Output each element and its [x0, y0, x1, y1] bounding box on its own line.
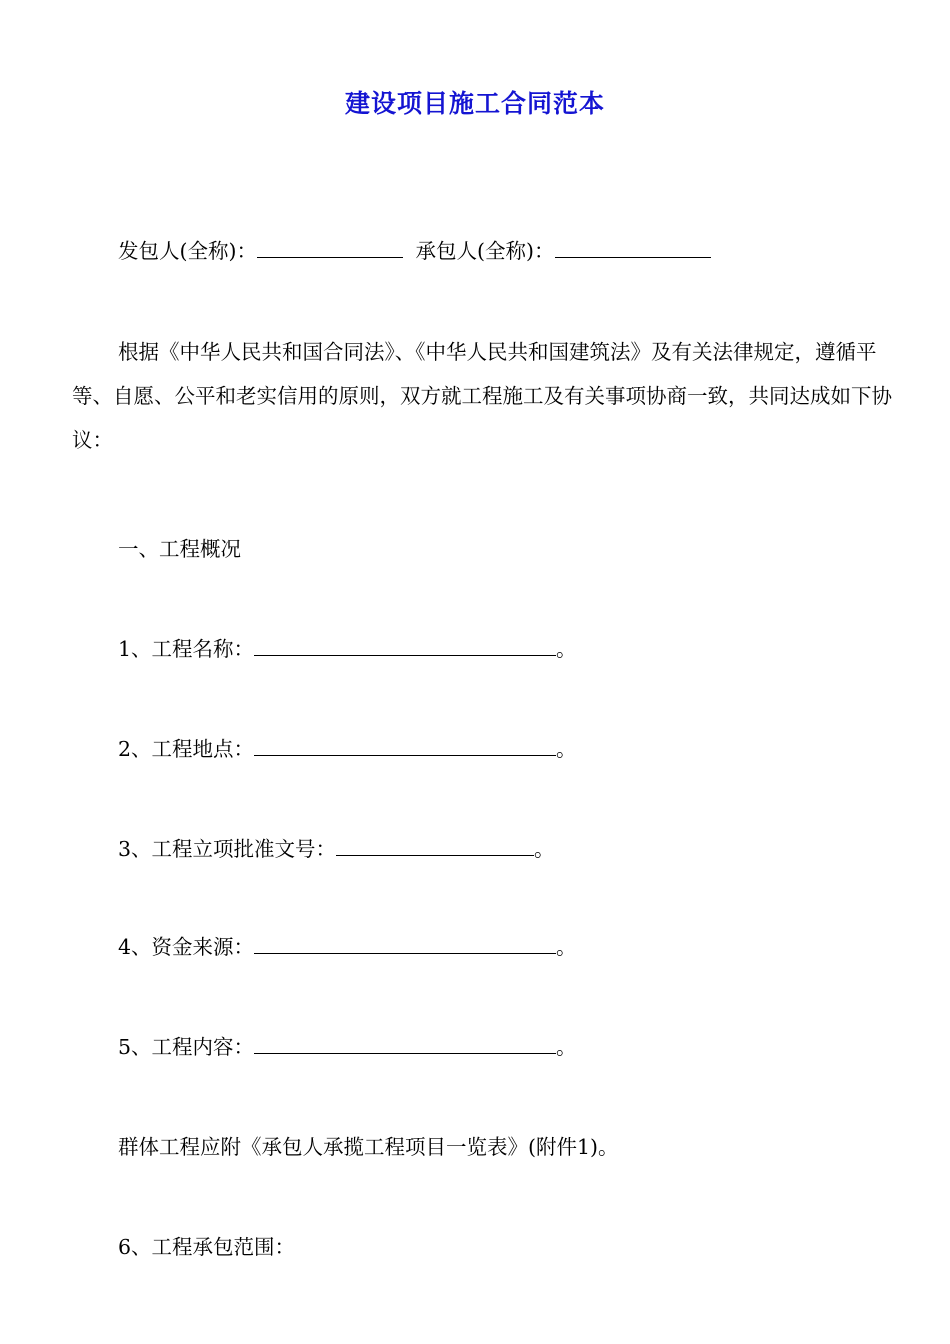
approval-number-label: 3、工程立项批准文号： — [118, 837, 337, 861]
project-name-line — [118, 634, 577, 664]
funding-source-blank — [254, 933, 556, 954]
project-location-label: 2、工程地点： — [118, 737, 255, 761]
contractor-label: 承包人(全称)： — [415, 239, 555, 263]
contract-scope-line: 6、工程承包范围： — [118, 1235, 296, 1259]
group-project-note: 群体工程应附《承包人承揽工程项目一览表》(附件1)。 — [118, 1135, 619, 1159]
parties-line — [118, 236, 711, 266]
period-mark: 。 — [556, 737, 577, 761]
approval-number-line — [118, 834, 555, 864]
project-name-label: 1、工程名称： — [118, 637, 255, 661]
project-content-line — [118, 1032, 577, 1062]
period-mark: 。 — [556, 935, 577, 959]
preamble-paragraph: 根据《中华人民共和国合同法》、《中华人民共和国建筑法》及有关法律规定，遵循平等、自愿、公平和老实信用的原则，双方就工程施工及有关事项协商一致，共同达成如下协议： — [72, 340, 892, 452]
contractor-name-blank — [555, 237, 711, 258]
period-mark: 。 — [534, 837, 555, 861]
employer-label: 发包人(全称)： — [118, 239, 257, 263]
approval-number-blank — [336, 835, 534, 856]
funding-source-line — [118, 932, 577, 962]
document-title: 建设项目施工合同范本 — [344, 89, 605, 118]
period-mark: 。 — [556, 637, 577, 661]
project-name-blank — [254, 635, 556, 656]
employer-name-blank — [257, 237, 403, 258]
project-content-label: 5、工程内容： — [118, 1035, 255, 1059]
project-location-blank — [254, 735, 556, 756]
project-location-line — [118, 734, 577, 764]
section-heading: 一、工程概况 — [118, 537, 241, 561]
funding-source-label: 4、资金来源： — [118, 935, 255, 959]
period-mark: 。 — [556, 1035, 577, 1059]
project-content-blank — [254, 1033, 556, 1054]
